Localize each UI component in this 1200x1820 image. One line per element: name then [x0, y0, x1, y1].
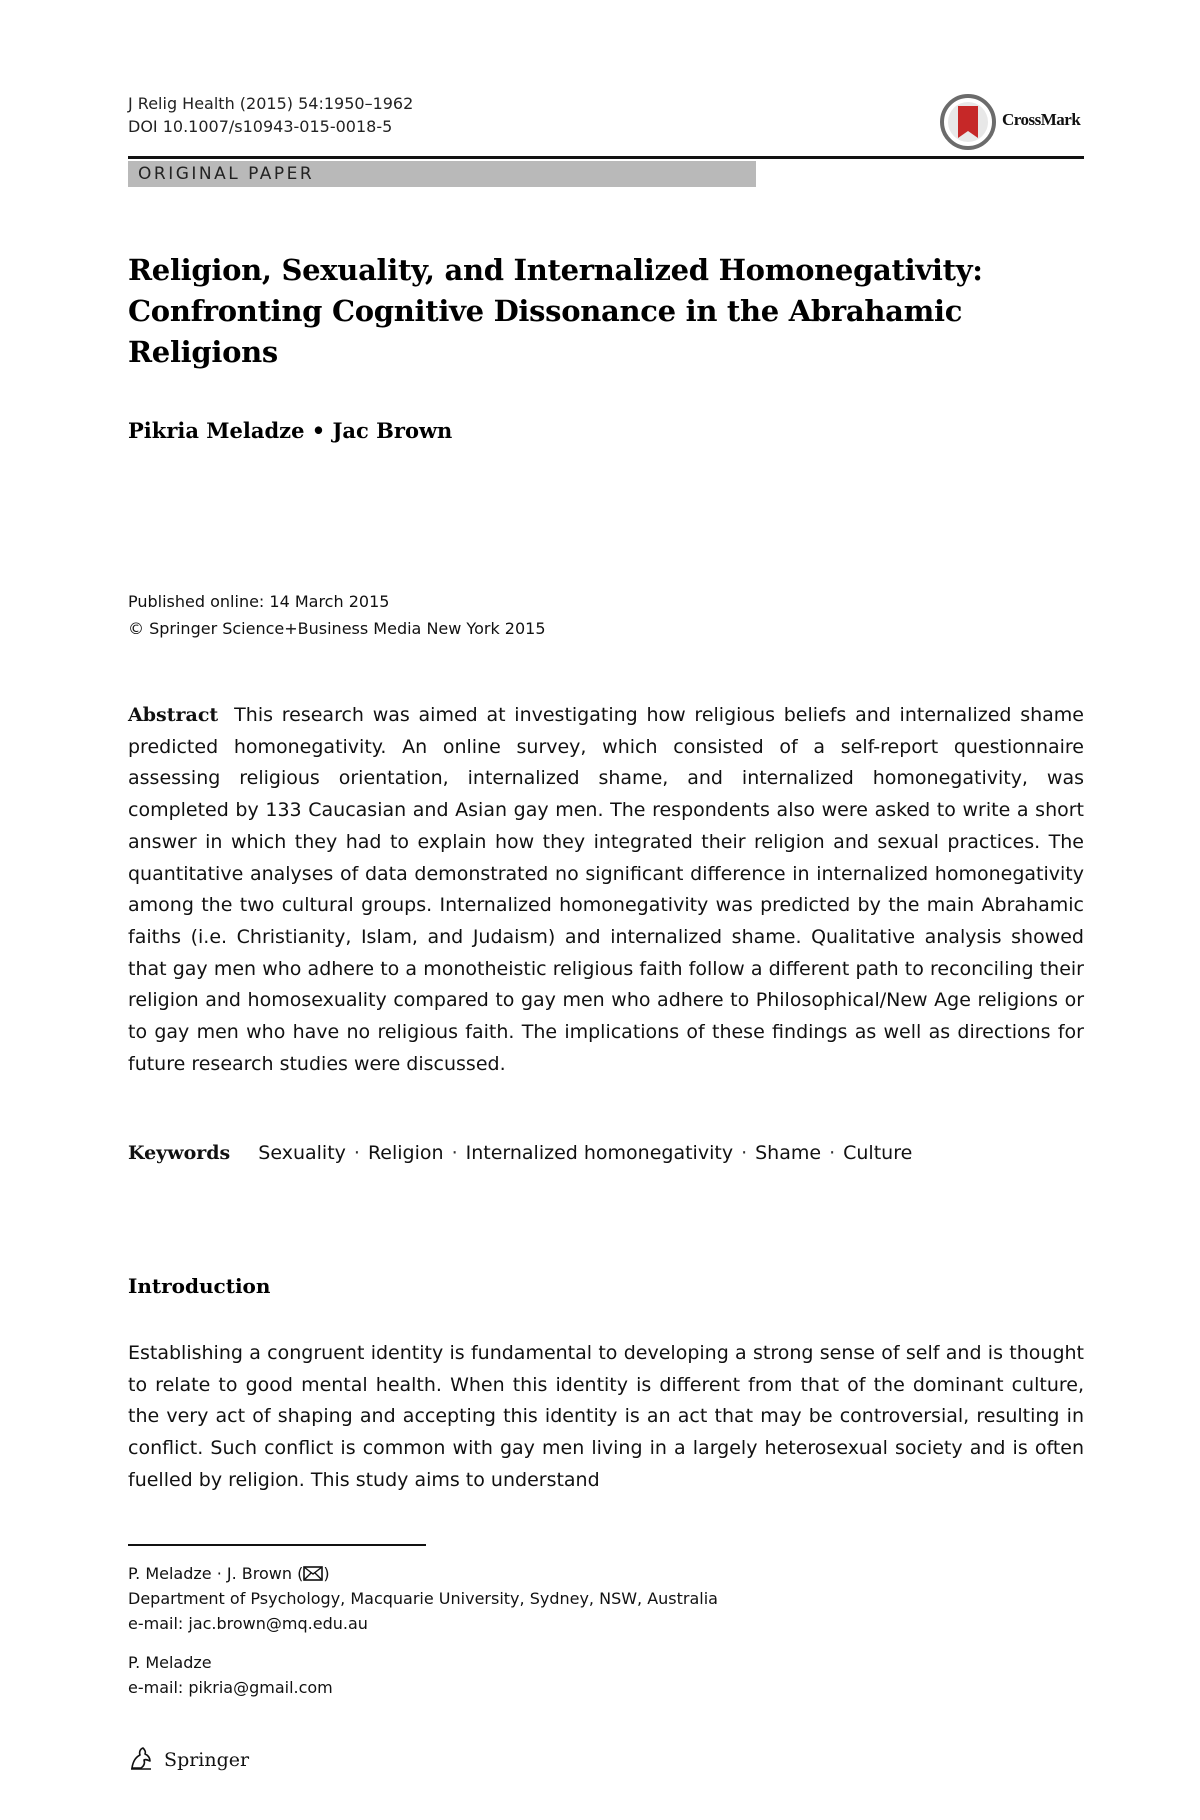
published-online: Published online: 14 March 2015: [128, 592, 390, 611]
author-list: Pikria Meladze • Jac Brown: [128, 418, 453, 443]
publication-info: [128, 588, 546, 642]
keyword: Sexuality: [258, 1142, 346, 1164]
title-line: Religions: [128, 335, 278, 369]
publisher-name: Springer: [164, 1749, 250, 1771]
journal-header: [128, 92, 413, 138]
affiliation: Department of Psychology, Macquarie University, Sydney, NSW, Australia: [128, 1589, 718, 1608]
journal-citation: J Relig Health (2015) 54:1950–1962: [128, 94, 414, 113]
introduction-paragraph: Establishing a congruent identity is fundamental to developing a strong sense of self and is thought to relate to good mental health. When this identity is different from that of the dominant culture, the very act of shaping and accepting this identity is an act that may be controversial, resulting in conflict. Such conflict is common with gay men living in a largely heterosexual society and is often fuelled by religion. This study aims to understand: [128, 1342, 1084, 1491]
footnote-rule: [128, 1544, 426, 1546]
doi: DOI 10.1007/s10943-015-0018-5: [128, 117, 393, 136]
keyword: Culture: [843, 1142, 913, 1164]
paper-title: [128, 250, 1088, 373]
abstract: [128, 700, 1084, 1080]
crossmark-label: CrossMark: [1002, 110, 1081, 129]
keywords-label: Keywords: [128, 1142, 231, 1164]
header-rule: [128, 156, 1084, 159]
keyword: Internalized homonegativity: [465, 1142, 734, 1164]
crossmark-badge[interactable]: [940, 94, 1090, 150]
correspondence-line: [128, 1561, 718, 1586]
email-link[interactable]: e-mail: pikria@gmail.com: [128, 1678, 333, 1697]
keyword-separator: ·: [451, 1142, 458, 1164]
keyword: Religion: [367, 1142, 444, 1164]
author-footnotes: [128, 1561, 718, 1700]
copyright-notice: © Springer Science+Business Media New York 2015: [128, 619, 546, 638]
abstract-label: Abstract: [128, 704, 219, 726]
title-line: Confronting Cognitive Dissonance in the Abrahamic: [128, 294, 963, 328]
keyword-separator: ·: [741, 1142, 748, 1164]
keyword-separator: ·: [353, 1142, 360, 1164]
footnote-paren: ): [323, 1564, 330, 1583]
springer-horse-icon: [128, 1745, 154, 1771]
keywords: [128, 1142, 1088, 1164]
keyword-separator: ·: [829, 1142, 836, 1164]
footnote-author: P. Meladze: [128, 1653, 212, 1672]
crossmark-icon: [940, 94, 996, 150]
publisher-logo: [128, 1745, 249, 1775]
section-heading-introduction: Introduction: [128, 1274, 271, 1298]
footnote-gap: [128, 1636, 718, 1650]
abstract-text: This research was aimed at investigating how religious beliefs and internalized shame predicted homonegativity. An online survey, which consisted of a self-report questionnaire assessing religious orientation, internalized shame, and internalized homonegativity, was completed by 133 Caucasian and Asian gay men. The respondents also were asked to write a short answer in which they had to explain how they integrated their religion and sexual practices. The quantitative analyses of data demonstrated no significant difference in internalized homonegativity among the two cultural groups. Internalized homonegativity was predicted by the main Abrahamic faiths (i.e. Christianity, Islam, and Judaism) and internalized shame. Qualitative analysis showed that gay men who adhere to a monotheistic religious faith follow a different path to reconciling their religion and homosexuality compared to gay men who adhere to Philosophical/New Age religions or to gay men who have no religious faith. The implications of these findings as well as directions for future research studies were discussed.: [128, 704, 1084, 1075]
title-line: Religion, Sexuality, and Internalized Homonegativity:: [128, 253, 983, 287]
footnote-authors: P. Meladze · J. Brown (: [128, 1564, 304, 1583]
envelope-icon: [303, 1566, 323, 1581]
article-type-label: ORIGINAL PAPER: [138, 164, 315, 184]
article-type-bar: [128, 161, 756, 187]
email-link[interactable]: e-mail: jac.brown@mq.edu.au: [128, 1614, 368, 1633]
keyword: Shame: [755, 1142, 822, 1164]
